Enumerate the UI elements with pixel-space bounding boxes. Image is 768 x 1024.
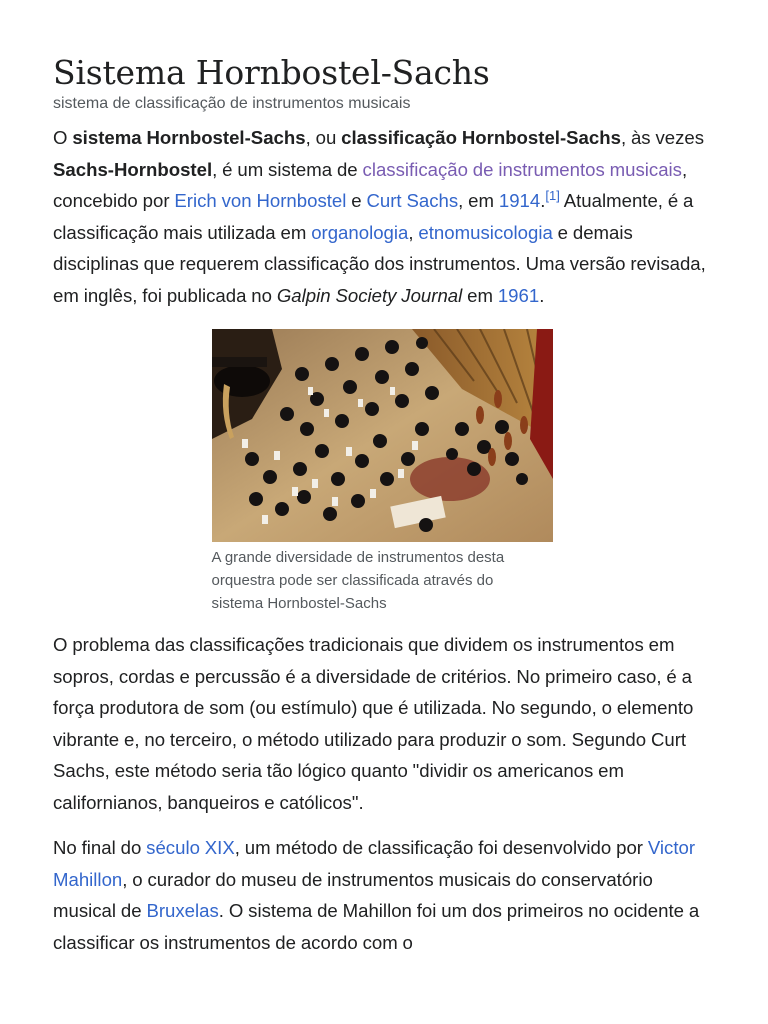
text-run: . [540,190,546,211]
text-run: em [462,284,498,306]
text-run: , em [458,190,499,211]
link-etnomusicologia[interactable]: etnomusicologia [418,221,553,243]
bold-term: sistema Hornbostel-Sachs [72,127,306,148]
text-run: O [53,127,73,148]
text-run: . O sistema de Mahillon foi um dos primeiros no ocidente a classificar os instrumentos de acordo com o [53,900,700,953]
figure [212,329,553,615]
page-subtitle: sistema de classificação de instrumentos musicais [53,95,411,112]
text-run: . [539,284,545,306]
link-classificacao-instrumentos[interactable]: classificação de instrumentos musicais [362,158,682,180]
figure-caption: A grande diversidade de instrumentos desta orquestra pode ser classificada através do sistema Hornbostel-Sachs [211,549,505,612]
text-run: e demais disciplinas que requerem classificação dos instrumentos. Uma versão revisada, em inglês, foi publicada no [53,221,706,306]
paragraph-history [53,832,715,958]
link-victor-mahillon[interactable]: Victor Mahillon [53,837,696,890]
link-seculo-xix[interactable]: século XIX [146,837,235,858]
text-run: , é um sistema de [212,158,363,180]
link-1961[interactable]: 1961 [497,284,540,306]
link-organologia[interactable]: organologia [311,221,409,243]
page-title: Sistema Hornbostel-Sachs [53,53,490,92]
bold-term: Sachs-Hornbostel [53,158,213,180]
paragraph-problem: O problema das classificações tradicionais que dividem os instrumentos em sopros, cordas e percussão é a diversidade de critérios. No primeiro caso, é a força produtora de som (ou estímulo) que é utilizada. No segundo, o elemento vibrante e, no terceiro, o método utilizado para produzir o som. Segundo Curt Sachs, este método seria tão lógico quanto "dividir os americanos em californianos, banqueiros e católicos". [53,634,694,813]
text-run: e [346,190,367,211]
bold-term: classificação Hornbostel-Sachs [341,127,621,148]
link-erich-von-hornbostel[interactable]: Erich von Hornbostel [174,190,347,211]
italic-journal: Galpin Society Journal [276,284,463,306]
link-bruxelas[interactable]: Bruxelas [146,900,219,921]
text-run: , um método de classificação foi desenvolvido por [234,837,648,858]
text-run: No final do [53,837,147,858]
paragraph-intro [53,122,715,311]
text-run: Atualmente, é a classificação mais utilizada em [53,190,694,243]
reference-sup [545,188,559,203]
text-run: , às vezes [620,127,705,148]
text-run: , ou [305,127,342,148]
reference-link-1[interactable]: [1] [545,188,560,203]
figure-wrapper [53,329,715,615]
link-1914[interactable]: 1914 [498,190,541,211]
orchestra-photo[interactable] [212,329,553,542]
text-run: , o curador do museu de instrumentos musicais do conservatório musical de [53,868,653,921]
text-run: , [408,221,419,243]
link-curt-sachs[interactable]: Curt Sachs [366,190,459,211]
text-run: , concebido por [53,158,688,211]
